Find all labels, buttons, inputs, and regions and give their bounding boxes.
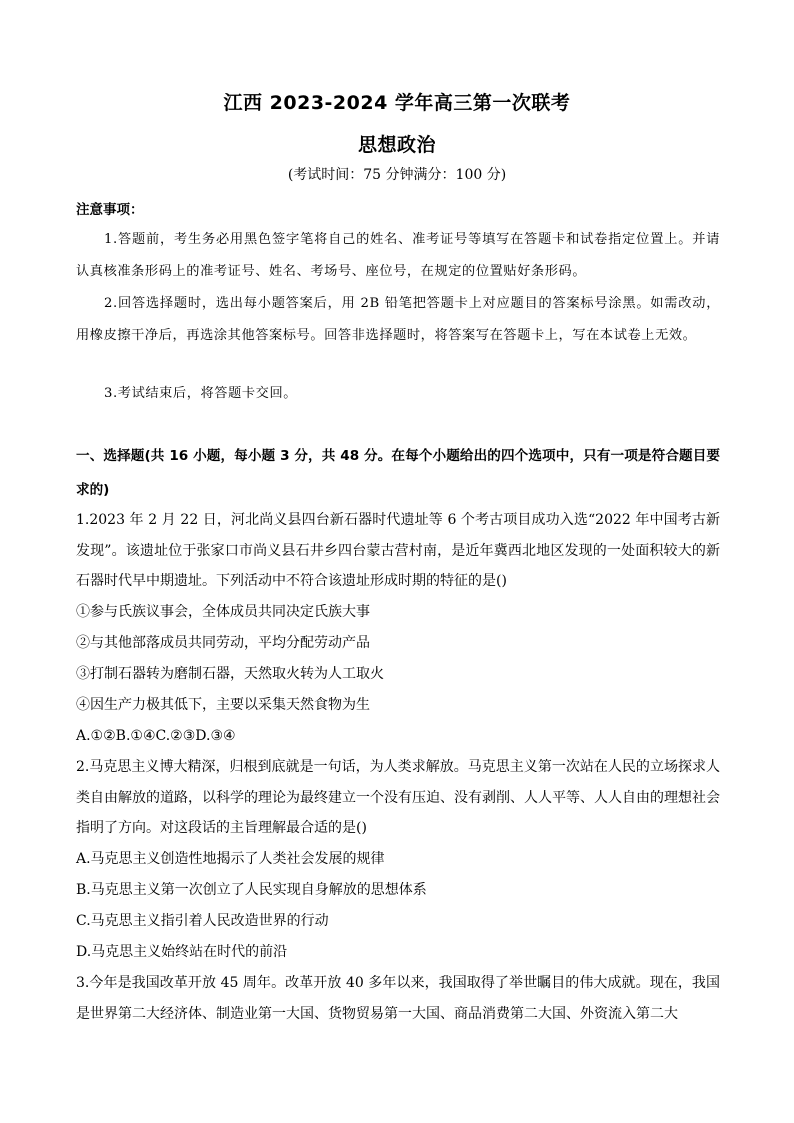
question-1-statement-2: ②与其他部落成员共同劳动，平均分配劳动产品 (76, 635, 370, 651)
section-heading: 一、选择题(共 16 小题，每小题 3 分，共 48 分。在每个小题给出的四个选项中，只有一项是符合题目要求的) (76, 448, 720, 498)
exam-info: (考试时间：75 分钟满分：100 分) (287, 167, 507, 183)
exam-title: 江西 2023-2024 学年高三第一次联考 (223, 92, 571, 114)
question-1-statement-4: ④因生产力极其低下，主要以采集天然食物为生 (76, 697, 370, 713)
question-1-stem: 1.2023 年 2 月 22 日，河北尚义县四台新石器时代遗址等 6 个考古项目成功入选“2022 年中国考古新发现”。该遗址位于张家口市尚义县石井乡四台蒙古营村南，是近年冀西北地区发现的一处面积较大的新石器时代早中期遗址。下列活动中不符合该遗址形成时期的特征的是() (76, 512, 720, 590)
question-2-option-a: A.马克思主义创造性地揭示了人类社会发展的规律 (76, 851, 385, 867)
notice-heading: 注意事项： (76, 202, 144, 218)
question-3-stem: 3.今年是我国改革开放 45 周年。改革开放 40 多年以来，我国取得了举世瞩目的伟大成就。现在，我国是世界第二大经济体、制造业第一大国、货物贸易第一大国、商品消费第二大国、外资流入第二大 (76, 975, 720, 1022)
question-1-statement-3: ③打制石器转为磨制石器，天然取火转为人工取火 (76, 666, 384, 682)
subject-title: 思想政治 (357, 134, 436, 156)
question-2-option-d: D.马克思主义始终站在时代的前沿 (76, 944, 288, 960)
question-2-option-b: B.马克思主义第一次创立了人民实现自身解放的思想体系 (76, 882, 427, 898)
notice-item-1: 1.答题前，考生务必用黑色签字笔将自己的姓名、准考证号等填写在答题卡和试卷指定位置上。并请认真核准条形码上的准考证号、姓名、考场号、座位号，在规定的位置贴好条形码。 (76, 232, 720, 279)
question-1-statement-1: ①参与氏族议事会，全体成员共同决定氏族大事 (76, 604, 370, 620)
question-2-stem: 2.马克思主义博大精深，归根到底就是一句话，为人类求解放。马克思主义第一次站在人民的立场探求人类自由解放的道路，以科学的理论为最终建立一个没有压迫、没有剥削、人人平等、人人自由的理想社会指明了方向。对这段话的主旨理解最合适的是() (76, 759, 720, 837)
question-1-choices: A.①②B.①④C.②③D.③④ (76, 728, 236, 744)
notice-item-3: 3.考试结束后，将答题卡交回。 (104, 386, 298, 401)
notice-item-2: 2.回答选择题时，选出每小题答案后，用 2B 铅笔把答题卡上对应题目的答案标号涂黑。如需改动，用橡皮擦干净后，再选涂其他答案标号。回答非选择题时，将答案写在答题卡上，写在本试卷上无效。 (76, 296, 720, 343)
question-2-option-c: C.马克思主义指引着人民改造世界的行动 (76, 913, 329, 929)
